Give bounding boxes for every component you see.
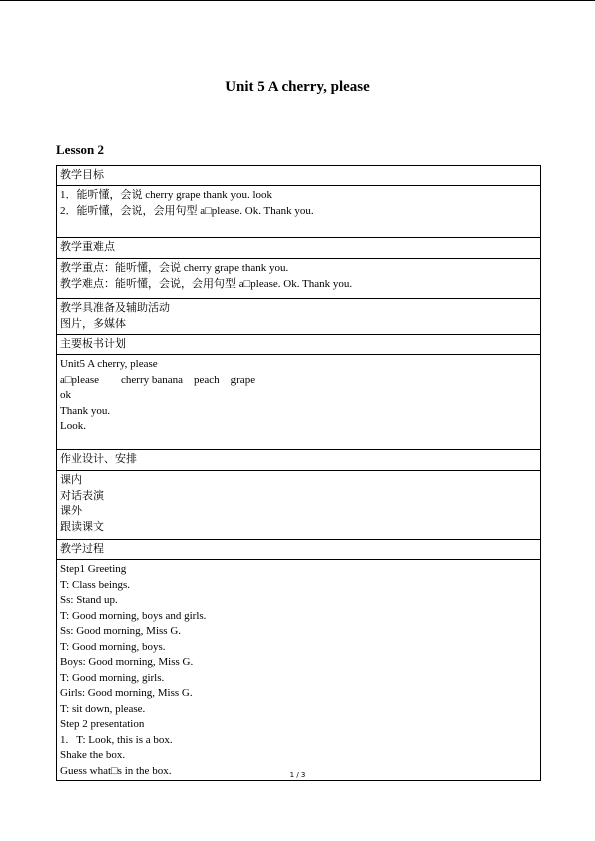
section-process-header xyxy=(57,540,540,560)
table-line: Unit5 A cherry, please xyxy=(60,358,158,370)
table-line: T: Good morning, boys. xyxy=(60,640,166,653)
table-line: Thank you. xyxy=(60,404,111,417)
table-line: 课内 xyxy=(60,474,82,486)
table-line: Guess what□s in the box. xyxy=(60,764,172,777)
page-top-rule xyxy=(0,0,595,1)
section-objectives-header xyxy=(57,166,540,186)
table-line: 教学难点：能听懂，会说，会用句型 a□please. Ok. Thank you. xyxy=(60,277,353,290)
table-line: 教学重点：能听懂，会说 cherry grape thank you. xyxy=(60,262,289,274)
table-line: 2．能听懂，会说，会用句型 a□please. Ok. Thank you. xyxy=(60,204,314,217)
table-line: Girls: Good morning, Miss G. xyxy=(60,687,193,699)
table-line: Step1 Greeting xyxy=(60,563,127,575)
table-line: 图片，多媒体 xyxy=(60,317,126,330)
table-line: a□please cherry banana peach grape xyxy=(60,373,256,386)
lesson-heading: Lesson 2 xyxy=(56,142,105,157)
section-board-plan-header xyxy=(57,335,540,355)
table-line: 1．能听懂，会说 cherry grape thank you. look xyxy=(60,189,273,201)
process-content xyxy=(57,560,540,781)
table-line: 作业设计、安排 xyxy=(60,453,137,465)
table-line: Ss: Good morning, Miss G. xyxy=(60,625,182,637)
lesson-plan-table xyxy=(56,165,541,781)
table-line: 主要板书计划 xyxy=(60,338,126,350)
table-line: T: Class beings. xyxy=(60,578,131,591)
table-line: 教学重难点 xyxy=(60,241,115,253)
table-line: Look. xyxy=(60,420,86,432)
table-line: Step 2 presentation xyxy=(60,718,145,730)
objectives-content xyxy=(57,186,540,238)
section-homework-header xyxy=(57,450,540,471)
table-line: T: sit down, please. xyxy=(60,702,146,715)
homework-content xyxy=(57,471,540,540)
table-line: 教学过程 xyxy=(60,543,104,555)
table-line: 教学目标 xyxy=(60,169,104,181)
key-points-content xyxy=(57,259,540,299)
materials-row xyxy=(57,299,540,335)
table-line: T: Good morning, boys and girls. xyxy=(60,609,207,622)
table-line: Ss: Stand up. xyxy=(60,594,118,606)
table-line: 教学具准备及辅助活动 xyxy=(60,302,170,314)
table-line: ok xyxy=(60,389,71,401)
table-line: 跟读课文 xyxy=(60,520,104,533)
table-line: T: Good morning, girls. xyxy=(60,671,165,684)
table-line: Shake the box. xyxy=(60,749,126,761)
document-title: Unit 5 A cherry, please xyxy=(225,79,370,95)
table-line: 对话表演 xyxy=(60,489,104,502)
table-line: Boys: Good morning, Miss G. xyxy=(60,656,194,668)
table-line: 课外 xyxy=(60,505,82,517)
board-plan-content xyxy=(57,355,540,450)
section-key-points-header xyxy=(57,238,540,259)
page-number: 1 / 3 xyxy=(289,771,306,779)
table-line: 1. T: Look, this is a box. xyxy=(60,733,173,746)
